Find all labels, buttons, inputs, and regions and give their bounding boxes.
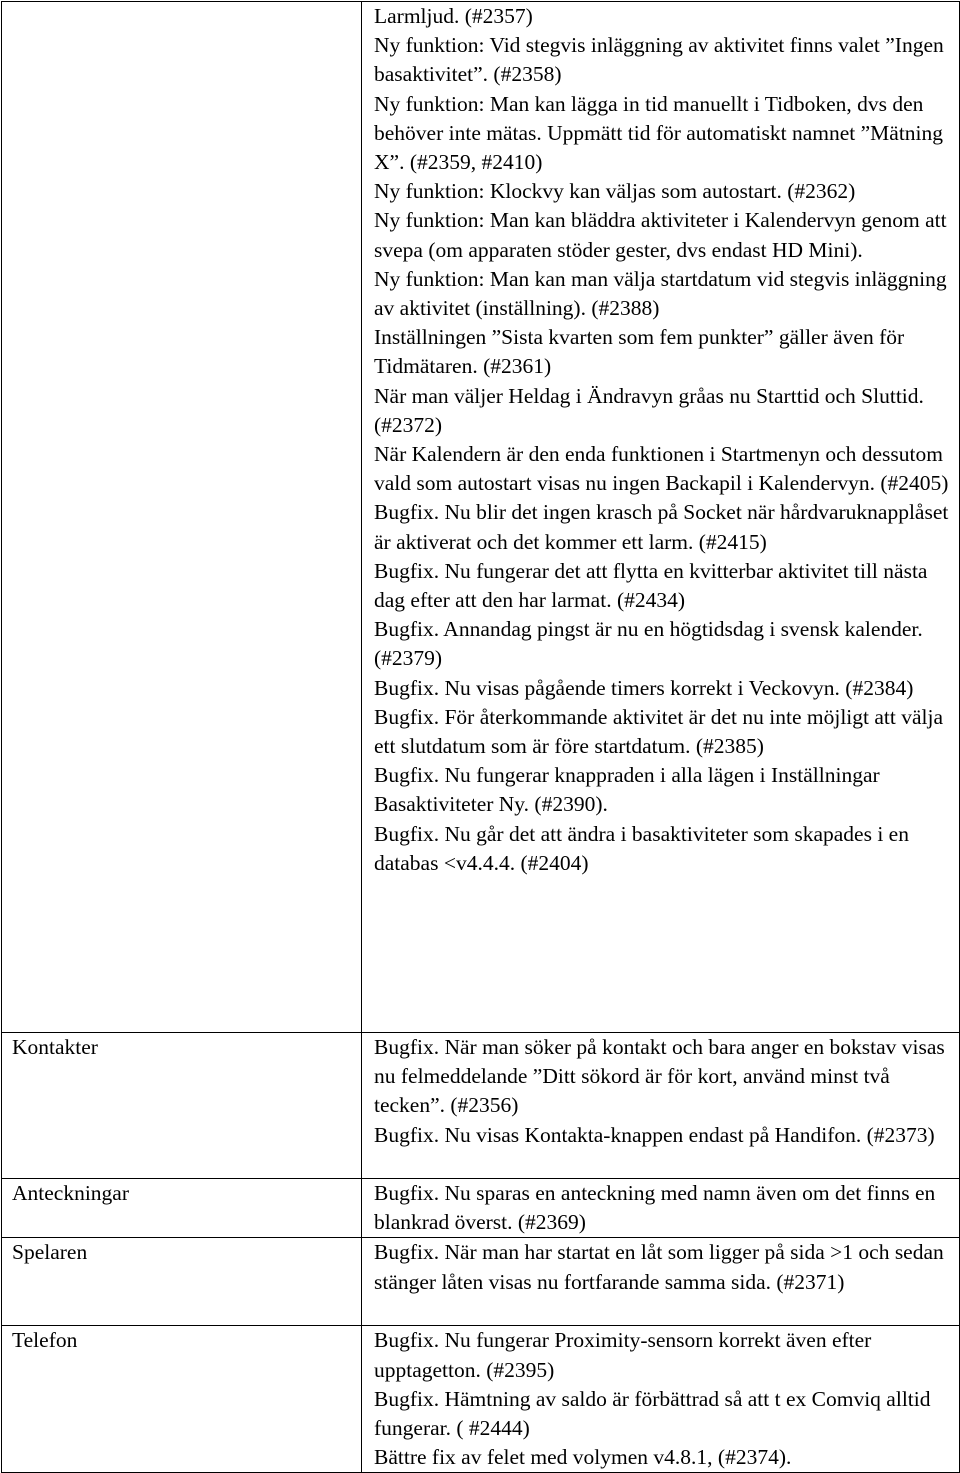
changelog-entry: Ny funktion: Klockvy kan väljas som autostart. (#2362) — [374, 179, 856, 204]
changelog-entry: Bugfix. Nu fungerar det att flytta en kvitterbar aktivitet till nästa dag efter att den har larmat. (#2434) — [374, 558, 928, 613]
changelog-entry: Bugfix. När man söker på kontakt och bara anger en bokstav visas nu felmeddelande ”Ditt sökord är för kort, använd minst två tecken”. (#2356) — [374, 1035, 945, 1118]
section-label-player: Spelaren — [12, 1240, 88, 1265]
changelog-cell — [362, 1238, 960, 1326]
changelog-entry: Bugfix. Nu blir det ingen krasch på Socket när hårdvaruknapplåset är aktiverat och det kommer ett larm. (#2415) — [374, 500, 949, 554]
section-label-notes: Anteckningar — [12, 1181, 130, 1205]
table-row — [2, 1238, 960, 1326]
changelog-entry: Bugfix. När man har startat en låt som ligger på sida >1 och sedan stänger låten visas nu fortfarande samma sida. (#2371) — [374, 1240, 944, 1294]
changelog-cell — [362, 1179, 960, 1238]
changelog-entry: Bugfix. Nu fungerar knappraden i alla lägen i Inställningar Basaktiviteter Ny. (#2390). — [374, 763, 880, 817]
table-row — [2, 1326, 960, 1473]
section-label-contacts: Kontakter — [12, 1035, 98, 1059]
table-row — [2, 2, 960, 1033]
changelog-entry: När man väljer Heldag i Ändravyn gråas nu Starttid och Sluttid. (#2372) — [374, 383, 924, 437]
changelog-entry: Inställningen ”Sista kvarten som fem punkter” gäller även för Tidmätaren. (#2361) — [374, 325, 905, 379]
changelog-entry: Bugfix. Annandag pingst är nu en högtidsdag i svensk kalender. (#2379) — [374, 617, 923, 671]
changelog-entry: Bugfix. För återkommande aktivitet är det nu inte möjligt att välja ett slutdatum som är före startdatum. (#2385) — [374, 704, 944, 759]
changelog-entry: Bugfix. Nu visas Kontakta-knappen endast på Handifon. (#2373) — [374, 1122, 935, 1147]
changelog-table — [1, 1, 960, 1473]
changelog-entry: Bättre fix av felet med volymen v4.8.1, (#2374). — [374, 1445, 792, 1470]
changelog-list — [362, 2, 959, 878]
changelog-entry: Bugfix. Nu går det att ändra i basaktiviteter som skapades i en databas <v4.4.4. (#2404) — [374, 821, 909, 875]
table-row — [2, 1179, 960, 1238]
changelog-cell — [362, 2, 960, 1033]
changelog-cell — [362, 1033, 960, 1179]
changelog-list — [362, 1326, 959, 1472]
section-cell — [2, 1326, 362, 1473]
table-row — [2, 1033, 960, 1179]
changelog-entry: Larmljud. (#2357) — [374, 4, 533, 28]
changelog-entry: Bugfix. Hämtning av saldo är förbättrad så att t ex Comviq alltid fungerar. ( #2444) — [374, 1386, 931, 1441]
changelog-cell — [362, 1326, 960, 1473]
changelog-entry: När Kalendern är den enda funktionen i Startmenyn och dessutom vald som autostart visas nu ingen Backapil i Kalendervyn. (#2405) — [374, 442, 949, 496]
changelog-entry: Ny funktion: Man kan man välja startdatum vid stegvis inläggning av aktivitet (inställning). (#2388) — [374, 266, 947, 321]
changelog-entry: Bugfix. Nu visas pågående timers korrekt i Veckovyn. (#2384) — [374, 675, 914, 700]
changelog-entry: Ny funktion: Vid stegvis inläggning av aktivitet finns valet ”Ingen basaktivitet”. (#2358) — [374, 33, 944, 87]
section-cell — [2, 1033, 362, 1179]
changelog-list — [362, 1033, 959, 1150]
changelog-entry: Ny funktion: Man kan bläddra aktiviteter i Kalendervyn genom att svepa (om apparaten stöder gester, dvs endast HD Mini). — [374, 208, 947, 262]
changelog-entry: Ny funktion: Man kan lägga in tid manuellt i Tidboken, dvs den behöver inte mätas. Uppmätt tid för automatiskt namnet ”Mätning X”. (#2359, #2410) — [374, 91, 944, 175]
section-cell — [2, 1238, 362, 1326]
section-cell — [2, 2, 362, 1033]
changelog-list — [362, 1179, 959, 1237]
changelog-entry: Bugfix. Nu fungerar Proximity-sensorn korrekt även efter upptagetton. (#2395) — [374, 1328, 872, 1382]
section-label-phone: Telefon — [12, 1328, 78, 1353]
changelog-entry: Bugfix. Nu sparas en anteckning med namn även om det finns en blankrad överst. (#2369) — [374, 1181, 936, 1235]
section-cell — [2, 1179, 362, 1238]
changelog-list — [362, 1238, 959, 1296]
